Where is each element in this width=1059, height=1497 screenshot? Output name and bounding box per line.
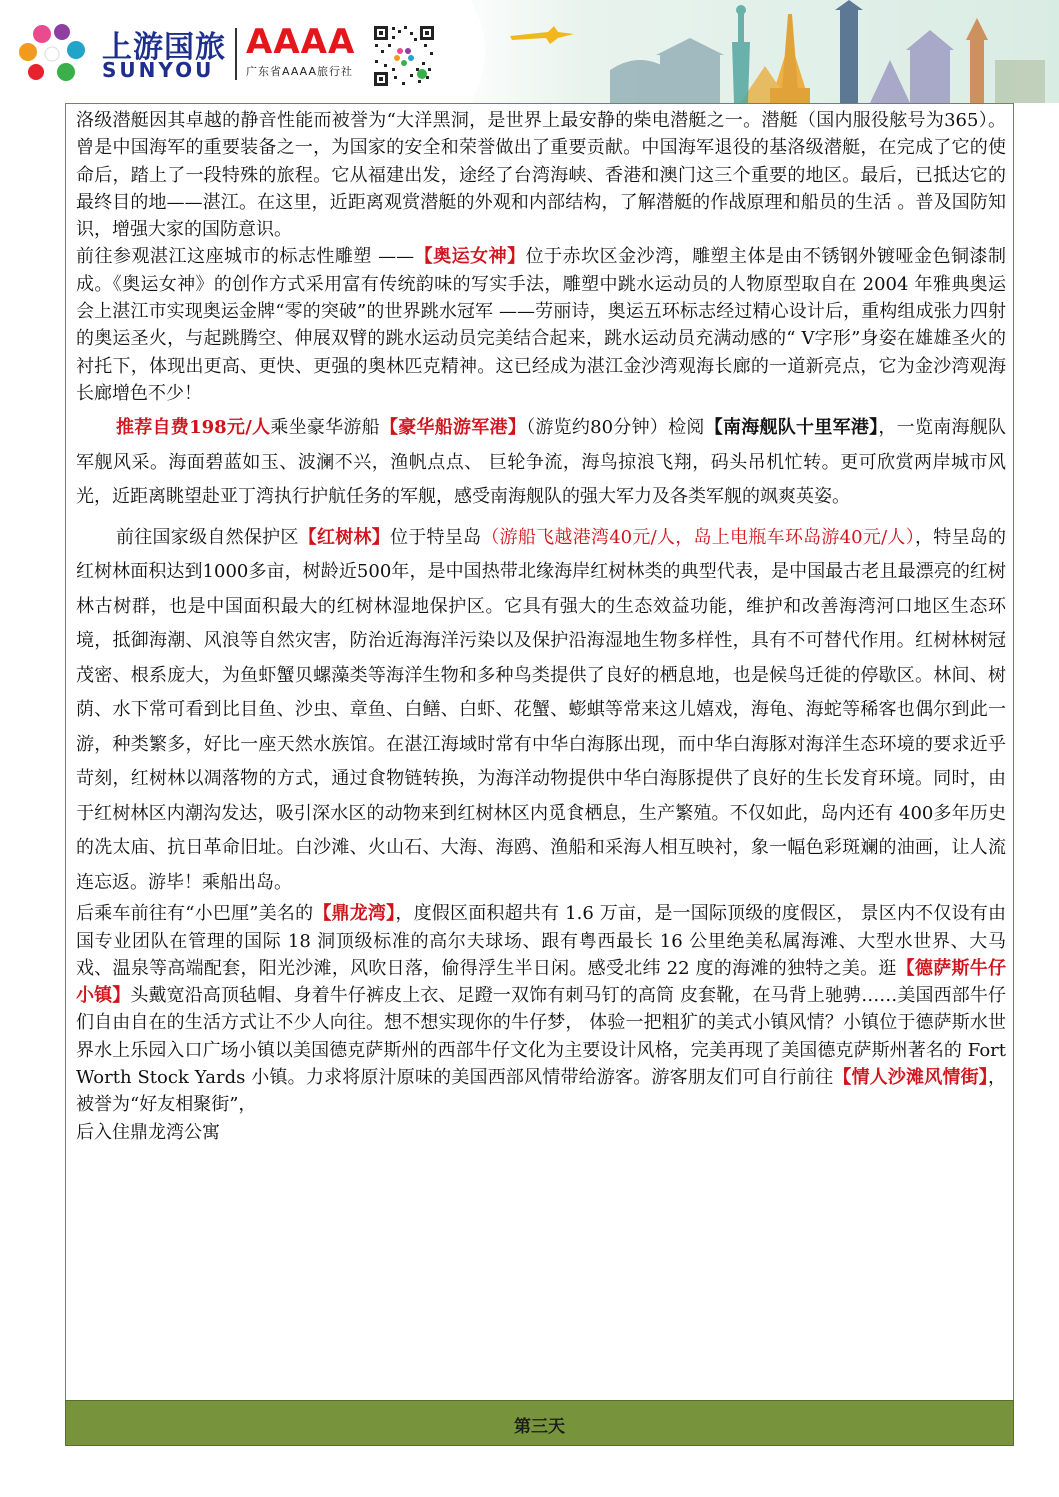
olympic-intro-text: 前往参观湛江这座城市的标志性雕塑 —— <box>76 246 415 268</box>
paragraph-dinglong-bay <box>76 900 1006 1118</box>
paragraph-naval-port <box>76 411 1006 515</box>
qr-code-icon <box>372 24 436 88</box>
self-paid-price-highlight: 推荐自费198元/人 <box>116 417 271 439</box>
brand-name-en: SUNYOU <box>102 58 215 82</box>
texas-town-highlight: 【德萨斯牛仔小镇】 <box>76 957 1007 1007</box>
dinglong-body-text: ，度假区面积超共有 1.6 万亩，是一国际顶级的度假区， 景区内不仅设有由国专业团队在管理的国际 18 洞顶级标准的高尔夫球场、跟有粤西最长 16 公里绝美私属海滩、大型水世界、大马戏、温泉等高端配套，阳光沙滩，风吹日落，偷得浮生半日闲。感受北纬 22 度的海滩的独特之美。逛 <box>76 903 1006 979</box>
header-divider <box>235 28 237 80</box>
page-header <box>0 0 1059 103</box>
lovers-beach-highlight: 【情人沙滩风情街】 <box>833 1067 988 1089</box>
submarine-text: 洛级潜艇因其卓越的静音性能而被誉为“大洋黑洞，是世界上最安静的柴电潜艇之一。潜艇（国内服役舷号为365）。曾是中国海军的重要装备之一，为国家的安全和荣誉做出了重要贡献。中国海军退役的基洛级潜艇，在完成了它的使命后，踏上了一段特殊的旅程。它从福建出发，途经了台湾海峡、香港和澳门这三个重要的地区。最后，已抵达它的最终目的地——湛江。在这里，近距离观赏潜艇的外观和内部结构，了解潜艇的作战原理和船员的生活 。普及国防知识，增强大家的国防意识。 <box>76 110 1006 241</box>
olympic-body-text: 位于赤坎区金沙湾，雕塑主体是由不锈钢外镀哑金色铜漆制成。《奥运女神》的创作方式采用富有传统韵味的写实手法，雕塑中跳水运动员的人物原型取自在 2004 年雅典奥运会上湛江市实现奥运金牌“零的突破”的世界跳水冠军 ——劳丽诗，奥运五环标志经过精心设计后，重构组成张力四射的奥运圣火，与起跳腾空、伸展双臂的跳水运动员完美结合起来，跳水运动员充满动感的“ V字形”身姿在雄雄圣火的衬托下，体现出更高、更快、更强的奥林匹克精神。这已经成为湛江金沙湾观海长廊的一道新亮点，它为金沙湾观海长廊增色不少！ <box>76 246 1006 404</box>
mangrove-highlight: 【红树林】 <box>298 526 391 548</box>
dinglong-section <box>76 900 1006 1146</box>
cruise-duration-text: （游览约80分钟）检阅 <box>526 417 705 439</box>
agency-label: 广东省AAAA旅行社 <box>246 65 354 78</box>
dinglong-bay-highlight: 【鼎龙湾】 <box>313 903 396 925</box>
mangrove-price-highlight: （游船飞越港湾40元/人，岛上电瓶车环岛游40元/人） <box>481 526 915 548</box>
paragraph-olympic-goddess <box>76 243 1006 407</box>
dinglong-intro-text: 后乘车前往有“小巴厘”美名的 <box>76 903 314 925</box>
cruise-intro-text: 乘坐豪华游船 <box>270 417 380 439</box>
naval-port-text: ，一览南海舰队军舰风采。海面碧蓝如玉、波澜不兴，渔帆点点、 巨轮争流，海鸟掠浪飞翔，码头吊机忙转。更可欣赏两岸城市风光，近距离眺望赴亚丁湾执行护航任务的军舰，感受南海舰队的强大军力及各类军舰的飒爽英姿。 <box>76 417 1007 508</box>
mangrove-intro-text: 前往国家级自然保护区 <box>116 526 299 548</box>
brand-name-cn: 上游国旅 <box>102 30 226 65</box>
airplane-icon <box>510 26 574 44</box>
cruise-highlight: 【豪华船游军港】 <box>379 417 527 439</box>
olympic-goddess-highlight: 【奥运女神】 <box>414 246 526 268</box>
texas-town-text: 头戴宽沿高顶毡帽、身着牛仔裤皮上衣、足蹬一双饰有刺马钉的高筒 皮套靴，在马背上驰骋……美国西部牛仔们自由自在的生活方式让不少人向往。想不想实现你的牛仔梦， 体验一把粗犷的美式小镇风情？小镇位于德萨斯水世界水上乐园入口广场小镇以美国德克萨斯州的西部牛仔文化为主要设计风格，完美再现了美国德克萨斯州著名的 Fort Worth Stock Yards 小镇。力求将原汁原味的美国西部风情带给游客。游客朋友们可自行前往 <box>76 985 1007 1089</box>
rating-badge: AAAA <box>246 22 356 62</box>
mangrove-location-text: 位于特呈岛 <box>390 526 482 548</box>
hotel-text: 后入住鼎龙湾公寓 <box>76 1121 220 1143</box>
paragraph-mangrove <box>76 521 1006 901</box>
day-three-bar <box>65 1400 1014 1446</box>
submarine-section <box>76 107 1006 407</box>
landmarks-skyline-icon <box>470 0 1059 103</box>
paragraph-hotel <box>76 1119 1006 1146</box>
day-label: 第三天 <box>514 1417 565 1437</box>
itinerary-content <box>76 107 1006 1146</box>
lovers-beach-text: ，被誉为“好友相聚街”， <box>76 1067 1006 1116</box>
naval-port-highlight: 【南海舰队十里军港】 <box>704 417 879 439</box>
mangrove-body-text: ，特呈岛的红树林面积达到1000多亩，树龄近500年，是中国热带北缘海岸红树林类的典型代表，是中国最古老且最漂亮的红树林古树群，也是中国面积最大的红树林湿地保护区。它具有强大的生态效益功能，维护和改善海湾河口地区生态环境，抵御海潮、风浪等自然灾害，防治近海海洋污染以及保护沿海湿地生物多样性，具有不可替代作用。红树林树冠茂密、根系庞大，为鱼虾蟹贝螺藻类等海洋生物和多种鸟类提供了良好的栖息地，也是候鸟迁徙的停歇区。林间、树荫、水下常可看到比目鱼、沙虫、章鱼、白鳝、白虾、花蟹、蟛蜞等常来这儿嬉戏，海龟、海蛇等稀客也偶尔到此一游，种类繁多，好比一座天然水族馆。在湛江海域时常有中华白海豚出现，而中华白海豚对海洋生态环境的要求近乎苛刻，红树林以凋落物的方式，通过食物链转换，为海洋动物提供中华白海豚提供了良好的生长发育环境。同时，由于红树林区内潮沟发达，吸引深水区的动物来到红树林区内觅食栖息，生产繁殖。不仅如此，岛内还有 400多年历史的冼太庙、抗日革命旧址。白沙滩、火山石、大海、海鸥、渔船和采海人相互映衬，象一幅色彩斑斓的油画，让人流连忘返。游毕！乘船出岛。 <box>76 526 1007 893</box>
sunyou-logo-icon <box>14 22 92 82</box>
paragraph-submarine <box>76 107 1006 243</box>
